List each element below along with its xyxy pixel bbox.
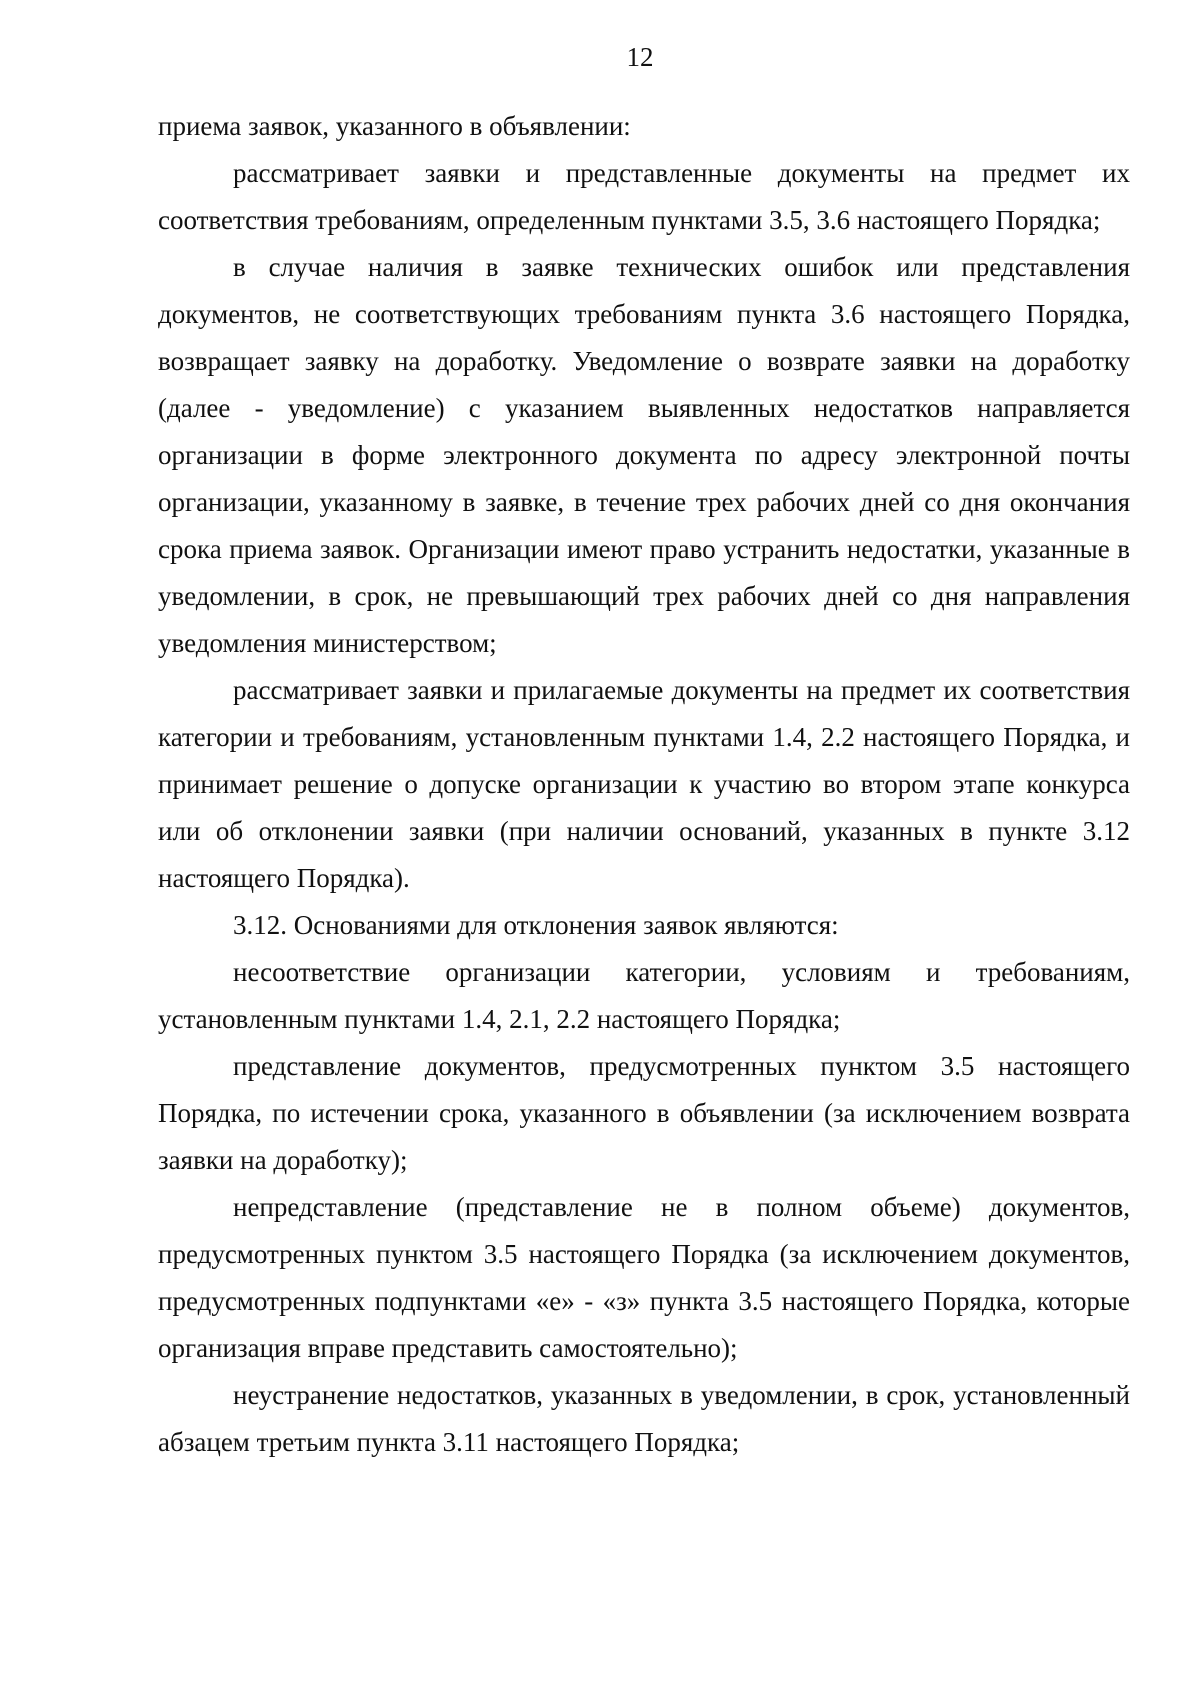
paragraph-return-for-revision: в случае наличия в заявке технических ошибок или представления документов, не соответствующих требованиям пункта 3.6 настоящего Порядка, возвращает заявку на доработку. Уведомление о возврате заявки на доработку (далее - уведомление) с указанием выявленных недостатков направляется организации в форме электронного документа по адресу электронной почты организации, указанному в заявке, в течение трех рабочих дней со дня окончания срока приема заявок. Организации имеют право устранить недостатки, указанные в уведомлении, в срок, не превышающий трех рабочих дней со дня направления уведомления министерством; — [158, 252, 1130, 658]
paragraph-unremedied-deficiencies: неустранение недостатков, указанных в уведомлении, в срок, установленный абзацем третьим пункта 3.11 настоящего Порядка; — [158, 1380, 1130, 1457]
page-number: 12 — [626, 42, 654, 72]
paragraph-continuation: приема заявок, указанного в объявлении: — [158, 111, 631, 141]
paragraph-incomplete-documents: непредставление (представление не в полном объеме) документов, предусмотренных пунктом 3.5 настоящего Порядка (за исключением документов, предусмотренных подпунктами «е» - «з» пункта 3.5 настоящего Порядка, которые организация вправе представить самостоятельно); — [158, 1192, 1130, 1363]
paragraph-3-12-heading: 3.12. Основаниями для отклонения заявок являются: — [233, 910, 839, 940]
document-body — [158, 103, 1130, 1466]
paragraph-non-compliance: несоответствие организации категории, условиям и требованиям, установленным пунктами 1.4, 2.1, 2.2 настоящего Порядка; — [158, 957, 1130, 1034]
paragraph-admission-decision: рассматривает заявки и прилагаемые документы на предмет их соответствия категории и требованиям, установленным пунктами 1.4, 2.2 настоящего Порядка, и принимает решение о допуске организации к участию во втором этапе конкурса или об отклонении заявки (при наличии оснований, указанных в пункте 3.12 настоящего Порядка). — [158, 675, 1130, 893]
paragraph-review-requirements: рассматривает заявки и представленные документы на предмет их соответствия требованиям, определенным пунктами 3.5, 3.6 настоящего Порядка; — [158, 158, 1130, 235]
paragraph-late-submission: представление документов, предусмотренных пунктом 3.5 настоящего Порядка, по истечении срока, указанного в объявлении (за исключением возврата заявки на доработку); — [158, 1051, 1130, 1175]
